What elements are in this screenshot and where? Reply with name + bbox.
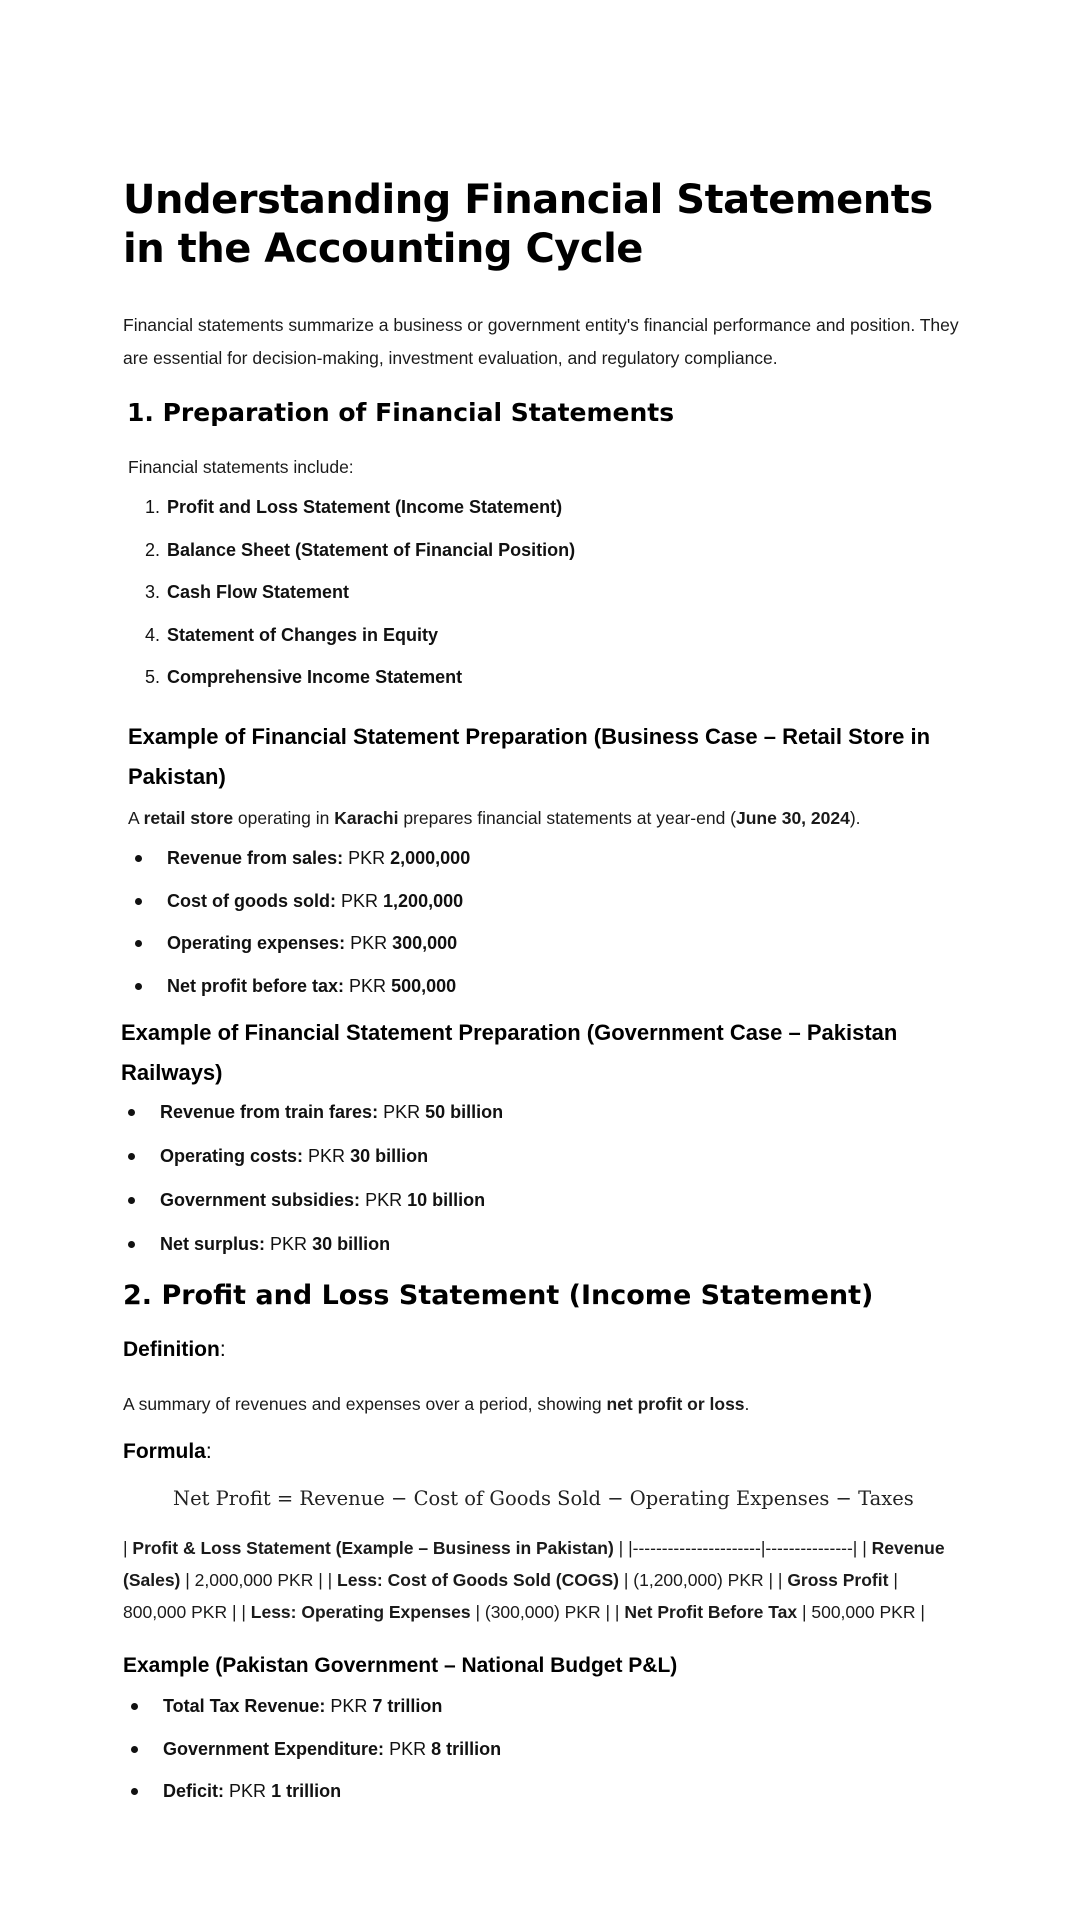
list-item: Net profit before tax: PKR 500,000 [167,971,470,1014]
national-budget-list [163,1691,501,1819]
section-1-heading: 1. Preparation of Financial Statements [127,398,675,427]
list-item: 2. Balance Sheet (Statement of Financial Position) [144,539,576,560]
page-title: Understanding Financial Statements in the Accounting Cycle [123,177,933,272]
pl-statement-table-text: | Profit & Loss Statement (Example – Business in Pakistan) | |----------------------|---------------| | Revenue (Sales) | 2,000,000 PKR | | Less: Cost of Goods Sold (COGS) | (1,200,000) PKR | | Gross Profit | 800,000 PKR | | Less: Operating Expenses | (300,000) PKR | | Net Profit Before Tax | 500,000 PKR | [123,1538,945,1622]
list-item: Government Expenditure: PKR 8 trillion [163,1734,501,1777]
business-example-list [167,843,470,1013]
list-item: 4. Statement of Changes in Equity [144,624,439,645]
list-item: Cost of goods sold: PKR 1,200,000 [167,886,470,929]
list-item: Government subsidies: PKR 10 billion [160,1185,503,1229]
list-item: 1. Profit and Loss Statement (Income Statement) [144,497,563,517]
section-2-heading: 2. Profit and Loss Statement (Income Statement) [123,1280,874,1311]
definition-text: A summary of revenues and expenses over a period, showing net profit or loss. [123,1394,750,1414]
business-example-sentence: A retail store operating in Karachi prepares financial statements at year-end (June 30, 2024). [128,808,861,828]
net-profit-formula: Net Profit = Revenue − Cost of Goods Sold − Operating Expenses − Taxes [173,1487,914,1510]
list-item: Deficit: PKR 1 trillion [163,1776,501,1819]
list-item: Total Tax Revenue: PKR 7 trillion [163,1691,501,1734]
national-budget-heading: Example (Pakistan Government – National Budget P&L) [123,1654,678,1677]
list-item: Revenue from train fares: PKR 50 billion [160,1097,503,1141]
government-example-list [160,1097,503,1273]
list-item: Revenue from sales: PKR 2,000,000 [167,843,470,886]
business-example-heading: Example of Financial Statement Preparation (Business Case – Retail Store in Pakistan) [128,724,931,789]
list-item: Operating expenses: PKR 300,000 [167,928,470,971]
formula-heading: Formula: [123,1440,212,1463]
section-1-lead: Financial statements include: [128,457,354,477]
statement-types-list [144,492,576,705]
list-item: Operating costs: PKR 30 billion [160,1141,503,1185]
intro-paragraph: Financial statements summarize a business or government entity's financial performance and position. They are essential for decision-making, investment evaluation, and regulatory compliance. [123,315,959,368]
definition-heading: Definition: [123,1338,226,1361]
government-example-heading: Example of Financial Statement Preparation (Government Case – Pakistan Railways) [121,1020,898,1085]
list-item: Net surplus: PKR 30 billion [160,1229,503,1273]
list-item: 5. Comprehensive Income Statement [144,667,463,687]
list-item: 3. Cash Flow Statement [144,582,350,602]
